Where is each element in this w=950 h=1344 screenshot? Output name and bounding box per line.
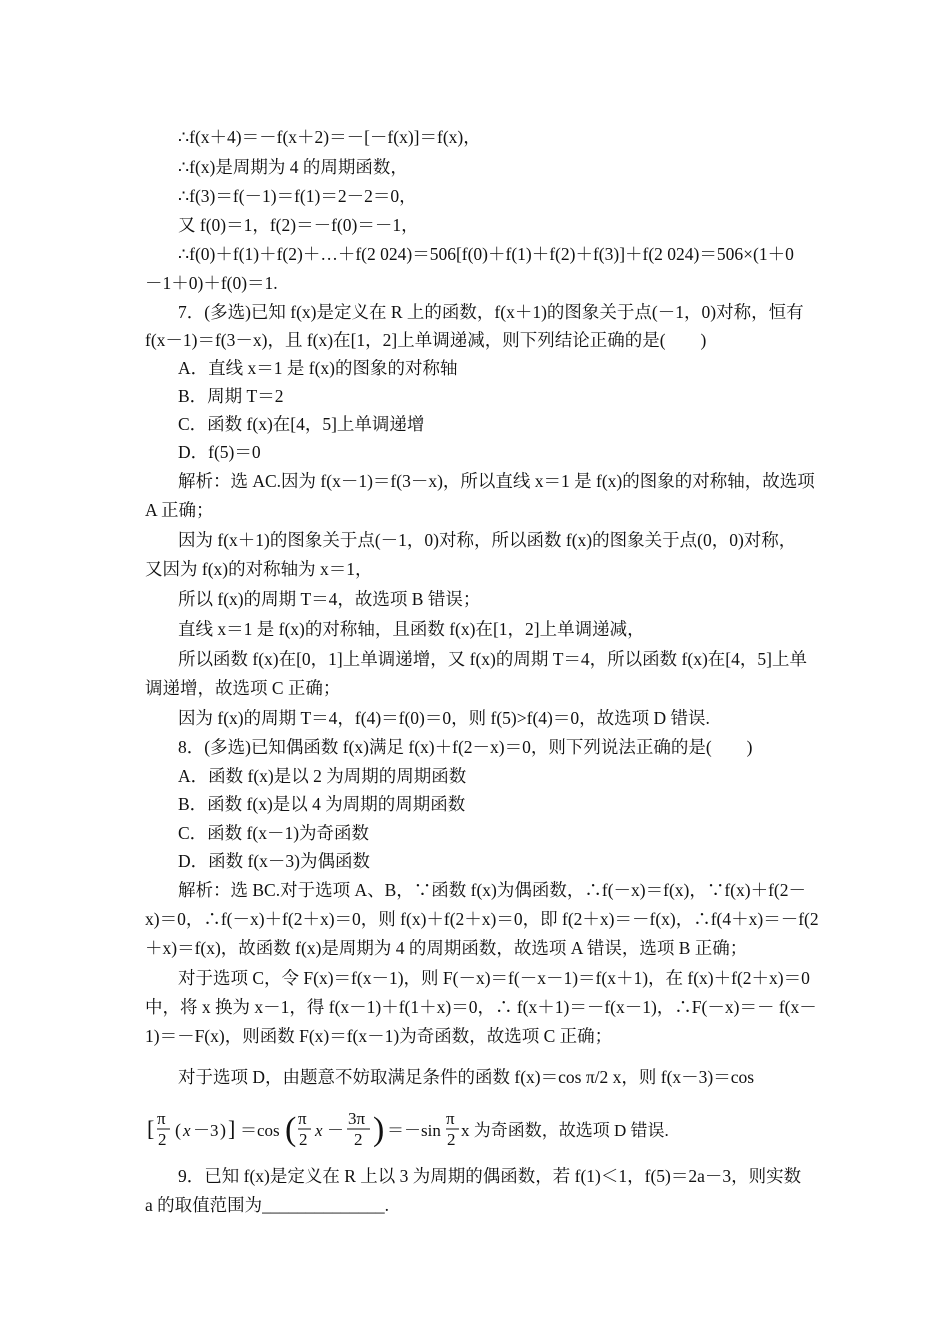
eq-minus-sin: ＝－sin [387,1121,441,1140]
option-c: C．函数 f(x)在[4，5]上单调递增 [178,414,425,434]
text-line: 又 f(0)＝1，f(2)＝－f(0)＝－1， [178,215,419,235]
solution-7: 解析：选 AC.因为 f(x－1)＝f(3－x)，所以直线 x＝1 是 f(x)的图象的对称轴，故选项 [178,471,815,491]
text-line: ∴f(3)＝f(－1)＝f(1)＝2－2＝0， [178,186,417,206]
eq-cos: ＝cos [240,1121,280,1140]
paren-close: ) [220,1120,226,1140]
big-paren-open: ( [285,1111,297,1148]
frac-den: 2 [354,1130,363,1149]
frac-num: 3π [348,1109,366,1128]
formula-tail: x 为奇函数，故选项 D 错误. [461,1121,669,1140]
text-line: 调递增，故选项 C 正确； [145,678,341,698]
text-line: 对于选项 C，令 F(x)＝f(x－1)，则 F(－x)＝f(－x－1)＝f(x＋1)，在 f(x)＋f(2＋x)＝0 [178,968,810,988]
text-line: 因为 f(x＋1)的图象关于点(－1，0)对称，所以函数 f(x)的图象关于点(0，0)对称， [178,530,797,550]
frac-den: 2 [299,1130,308,1149]
text-line: 又因为 f(x)的对称轴为 x＝1， [145,559,373,579]
solution-8: 解析：选 BC.对于选项 A、B，∵函数 f(x)为偶函数，∴f(－x)＝f(x)，∵f(x)＋f(2－ [178,880,806,900]
text-line: x)＝0，∴f(－x)＋f(2＋x)＝0，则 f(x)＋f(2＋x)＝0，即 f(2＋x)＝－f(x)，∴f(4＋x)＝－f(2 [145,909,819,929]
option-d: D．f(5)＝0 [178,442,261,462]
text-line: 中，将 x 换为 x－1，得 f(x－1)＋f(1＋x)＝0，∴ f(x＋1)＝－f(x－1)，∴F(－x)＝－ f(x－ [145,997,817,1017]
text-line: A 正确； [145,500,214,520]
frac-num: π [446,1109,455,1128]
minus-three: －3 [193,1121,219,1140]
option-d: D．函数 f(x－3)为偶函数 [178,851,370,871]
left-bracket: [ [147,1116,155,1141]
option-b: B．函数 f(x)是以 4 为周期的周期函数 [178,794,466,814]
formula-svg [145,1108,825,1152]
frac-num: π [298,1109,307,1128]
right-bracket: ] [228,1116,236,1141]
option-c: C．函数 f(x－1)为奇函数 [178,823,370,843]
var-x: x [315,1121,323,1140]
text-line: 对于选项 D，由题意不妨取满足条件的函数 f(x)＝cos π/2 x，则 f(x－3)＝cos [178,1067,755,1087]
text-line: ∴f(x)是周期为 4 的周期函数， [178,157,408,177]
question-7-stem-cont: f(x－1)＝f(3－x)，且 f(x)在[1，2]上单调递减，则下列结论正确的是( ) [145,330,707,350]
option-a: A．函数 f(x)是以 2 为周期的周期函数 [178,766,467,786]
frac-den: 2 [447,1130,456,1149]
text-line: 所以函数 f(x)在[0，1]上单调递增，又 f(x)的周期 T＝4，所以函数 f(x)在[4，5]上单 [178,649,807,669]
option-a: A．直线 x＝1 是 f(x)的图象的对称轴 [178,358,458,378]
question-9-stem: 9．已知 f(x)是定义在 R 上以 3 为周期的偶函数，若 f(1)＜1，f(5)＝2a－3，则实数 [178,1166,802,1186]
question-9-stem-cont: a 的取值范围为______________. [145,1195,390,1215]
text-line: －1＋0)＋f(0)＝1. [145,273,278,293]
text-line: 因为 f(x)的周期 T＝4，f(4)＝f(0)＝0，则 f(5)>f(4)＝0，故选项 D 错误. [178,708,710,728]
paren-open: ( [175,1120,181,1140]
text-line: ∴f(x＋4)＝－f(x＋2)＝－[－f(x)]＝f(x)， [178,127,481,147]
frac-den: 2 [158,1130,167,1149]
question-8-stem: 8．(多选)已知偶函数 f(x)满足 f(x)＋f(2－x)＝0，则下列说法正确的是( ) [178,737,753,757]
var-x: x [183,1121,191,1140]
text-line: 1)＝－F(x)，则函数 F(x)＝f(x－1)为奇函数，故选项 C 正确； [145,1026,613,1046]
text-line: 直线 x＝1 是 f(x)的对称轴，且函数 f(x)在[1，2]上单调递减， [178,619,645,639]
text-line: ＋x)＝f(x)，故函数 f(x)是周期为 4 的周期函数，故选项 A 错误，选项 B 正确； [145,938,748,958]
big-paren-close: ) [373,1111,385,1148]
minus-sign: － [327,1121,344,1140]
question-7-stem: 7．(多选)已知 f(x)是定义在 R 上的函数，f(x＋1)的图象关于点(－1，0)对称，恒有 [178,302,804,322]
text-line: 所以 f(x)的周期 T＝4，故选项 B 错误； [178,589,481,609]
frac-num: π [157,1109,166,1128]
text-line: ∴f(0)＋f(1)＋f(2)＋…＋f(2 024)＝506[f(0)＋f(1)＋f(2)＋f(3)]＋f(2 024)＝506×(1＋0 [178,244,794,264]
option-b: B．周期 T＝2 [178,386,284,406]
